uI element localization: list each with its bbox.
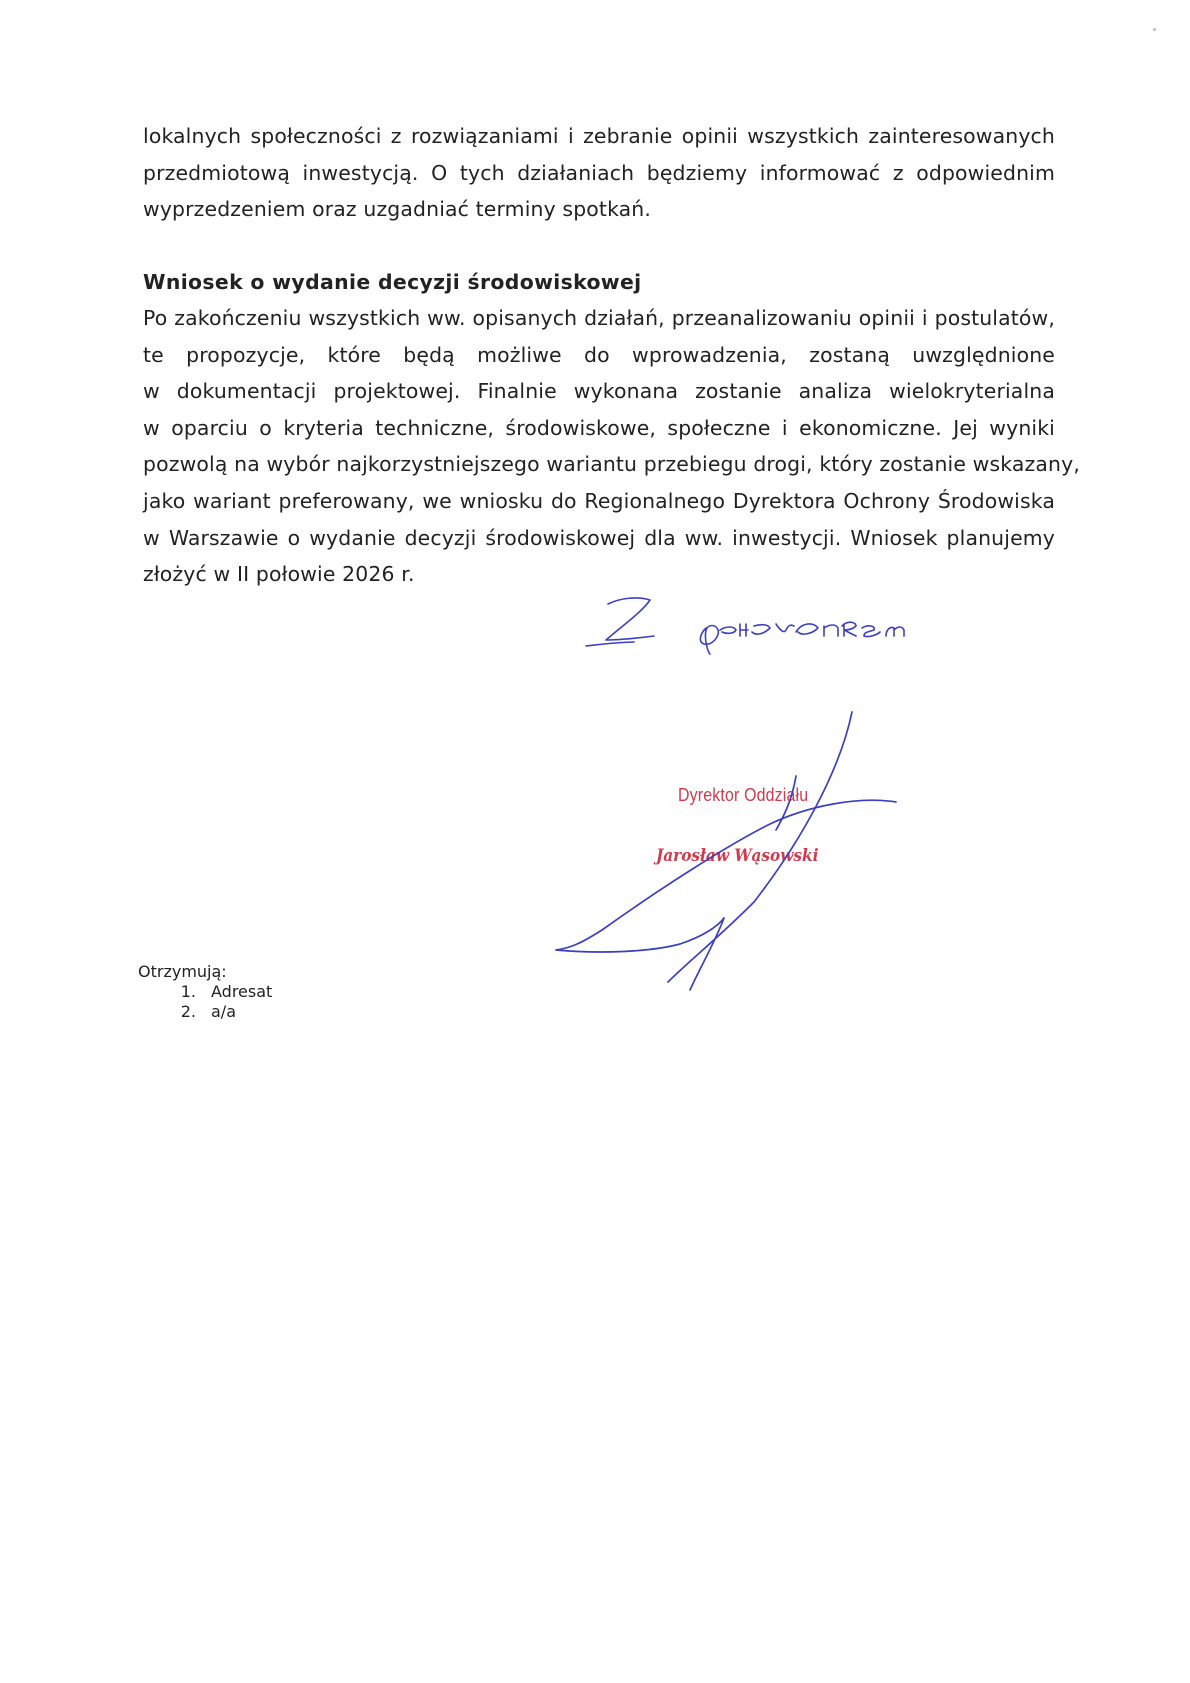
recipient-text: Adresat [211,982,273,1001]
intro-line-2: przedmiotową inwestycją. O tych działaniach będziemy informować z odpowiednim [143,160,1055,185]
recipient-text: a/a [211,1002,236,1021]
recipient-number: 1. [180,982,196,1001]
stamp-name: Jarosław Wąsowski [656,846,819,866]
section-line-2: te propozycje, które będą możliwe do wprowadzenia, zostaną uwzględnione [143,342,1055,367]
section-line-6: jako wariant preferowany, we wniosku do Regionalnego Dyrektora Ochrony Środowiska [143,488,1055,513]
section-line-5: pozwolą na wybór najkorzystniejszego wariantu przebiegu drogi, który zostanie wskazany, [143,452,1080,477]
recipients-block [138,962,272,1022]
section-line-1: Po zakończeniu wszystkich ww. opisanych działań, przeanalizowaniu opinii i postulatów, [143,306,1055,330]
handwritten-greeting [580,590,980,670]
intro-paragraph [143,118,1055,228]
recipient-number: 2. [180,1002,196,1021]
official-stamp [620,780,860,900]
recipients-label: Otrzymują: [138,962,227,981]
section-line-3: w dokumentacji projektowej. Finalnie wykonana zostanie analiza wielokryterialna [143,379,1055,404]
intro-line-1: lokalnych społeczności z rozwiązaniami i zebranie opinii wszystkich zainteresowanych [143,124,1055,148]
section-paragraph [143,300,1080,593]
section-line-7: w Warszawie o wydanie decyzji środowiskowej dla ww. inwestycji. Wniosek planujemy [143,525,1055,550]
section-heading: Wniosek o wydanie decyzji środowiskowej [143,270,642,294]
section-line-8: złożyć w II połowie 2026 r. [143,562,415,587]
recipient-item [138,982,272,1002]
intro-line-3: wyprzedzeniem oraz uzgadniać terminy spotkań. [143,197,652,222]
section-line-4: w oparciu o kryteria techniczne, środowiskowe, społeczne i ekonomiczne. Jej wyniki [143,415,1055,440]
recipient-item [138,1002,272,1022]
scan-artifact [1153,28,1156,31]
stamp-title: Dyrektor Oddziału [678,784,809,805]
recipients-list [138,982,272,1022]
